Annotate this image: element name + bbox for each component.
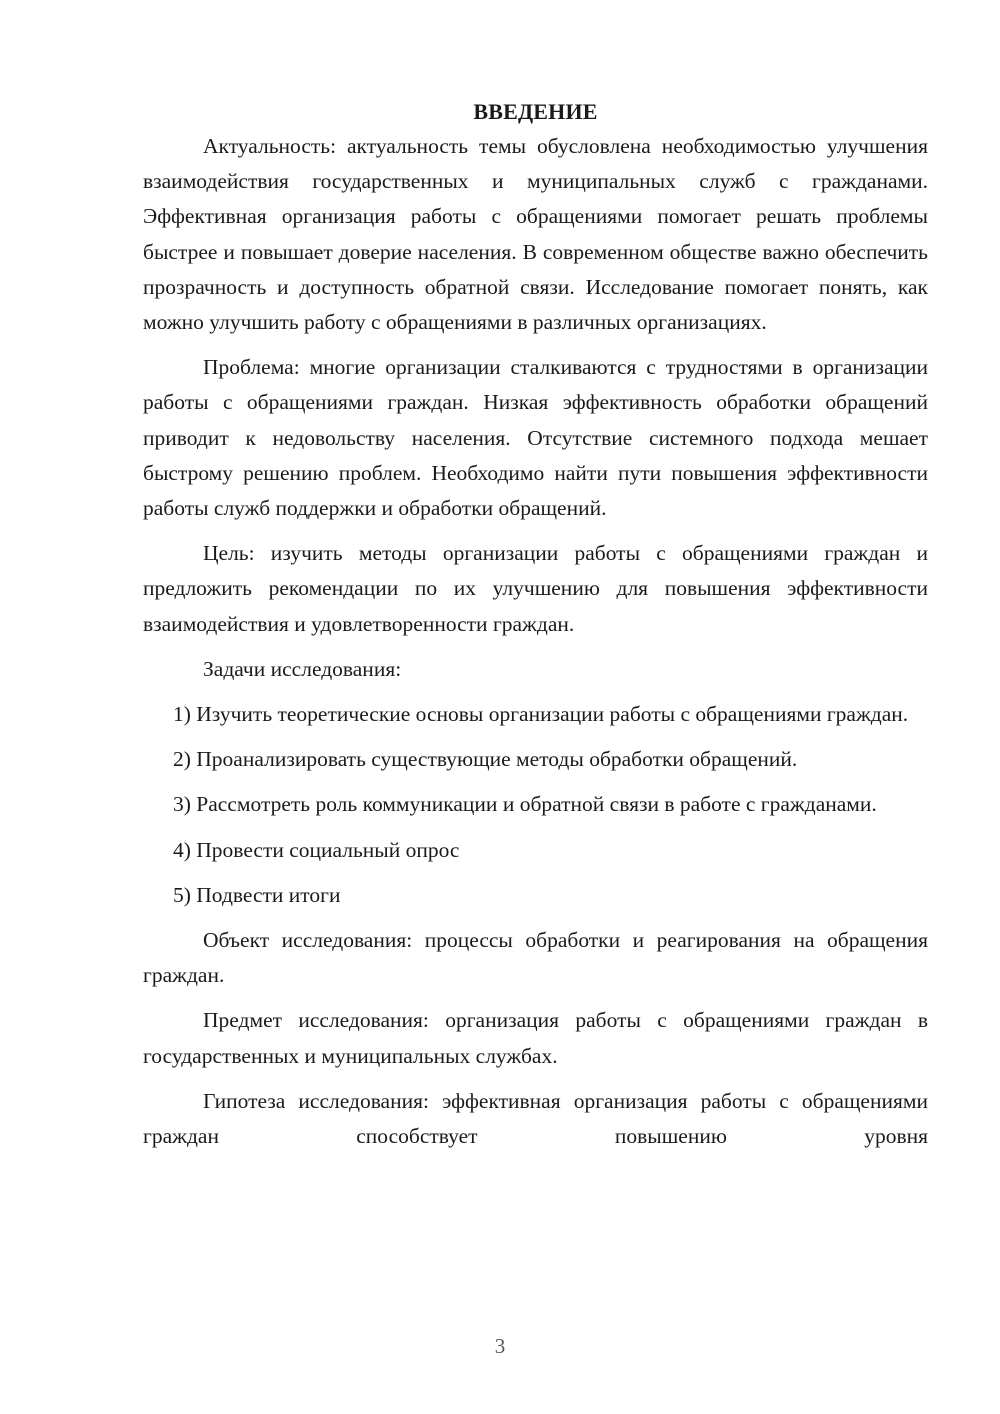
section-heading: ВВЕДЕНИЕ bbox=[473, 99, 598, 124]
paragraph-tasks-title: Задачи исследования: bbox=[203, 656, 402, 681]
paragraph-hypothesis: Гипотеза исследования: эффективная организация работы с обращениями граждан способствует повышению уровня bbox=[143, 1088, 928, 1149]
task-item-5: 5) Подвести итоги bbox=[173, 882, 341, 907]
task-item-4: 4) Провести социальный опрос bbox=[173, 837, 460, 862]
paragraph-subject: Предмет исследования: организация работы с обращениями граждан в государственных и муниципальных службах. bbox=[143, 1008, 928, 1068]
task-item-1: 1) Изучить теоретические основы организации работы с обращениями граждан. bbox=[173, 702, 909, 727]
paragraph-relevance: Актуальность: актуальность темы обусловлена необходимостью улучшения взаимодействия государственных и муниципальных служб с гражданами. Эффективная организация работы с обращениями помогает решать проблемы быстрее и повышает доверие населения. В современном обществе важно обеспечить прозрачность и доступность обратной связи. Исследование помогает понять, как можно улучшить работу с обращениями в различных организациях. bbox=[143, 134, 928, 335]
paragraph-goal: Цель: изучить методы организации работы с обращениями граждан и предложить рекомендации по их улучшению для повышения эффективности взаимодействия и удовлетворенности граждан. bbox=[143, 541, 928, 636]
document-page bbox=[143, 94, 928, 1164]
task-item-2: 2) Проанализировать существующие методы обработки обращений. bbox=[173, 747, 798, 772]
paragraph-object: Объект исследования: процессы обработки и реагирования на обращения граждан. bbox=[143, 928, 928, 988]
paragraph-problem: Проблема: многие организации сталкиваются с трудностями в организации работы с обращениями граждан. Низкая эффективность обработки обращений приводит к недовольству населения. Отсутствие системного подхода мешает быстрому решению проблем. Необходимо найти пути повышения эффективности работы служб поддержки и обработки обращений. bbox=[143, 355, 928, 521]
page-number: 3 bbox=[494, 1334, 506, 1358]
task-item-3: 3) Рассмотреть роль коммуникации и обратной связи в работе с гражданами. bbox=[173, 792, 877, 817]
